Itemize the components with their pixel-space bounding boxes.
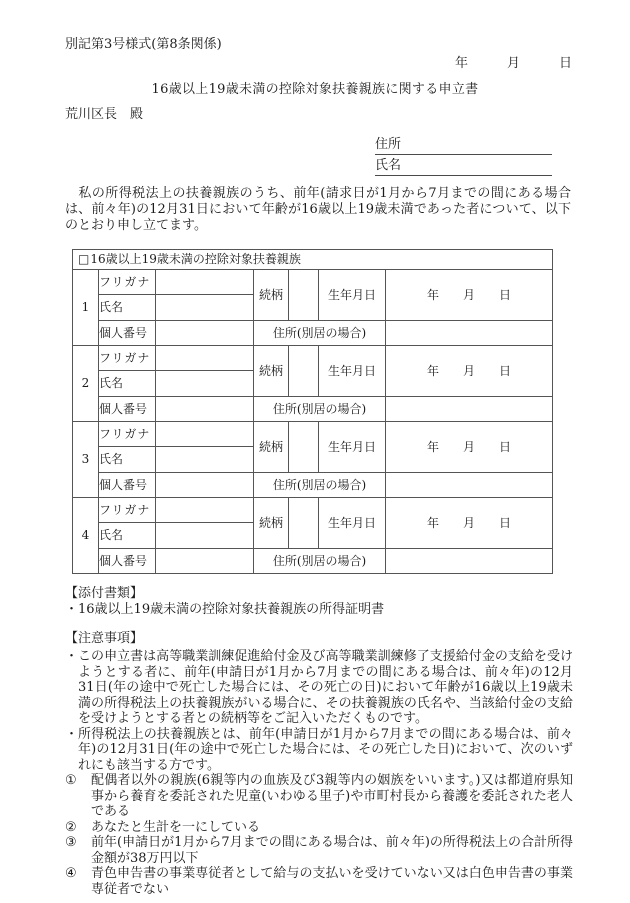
relationship-input-cell[interactable] <box>289 498 319 549</box>
name-input-cell[interactable] <box>156 295 254 321</box>
note-text: 所得税法上の扶養親族とは、前年(申請日が1月から7月までの間にある場合は、前々年)の12月31日(年の途中で死亡した場合には、その死亡した日)において、次のいずれにも該当する方です。 <box>78 726 573 773</box>
row-number: 2 <box>73 346 99 422</box>
separate-address-input-cell[interactable] <box>386 473 553 498</box>
name-input-cell[interactable] <box>156 523 254 549</box>
mynumber-label: 個人番号 <box>99 473 156 498</box>
relationship-label: 続柄 <box>254 346 289 397</box>
relationship-input-cell[interactable] <box>289 346 319 397</box>
circled-number-marker: ① <box>65 773 77 788</box>
address-input[interactable] <box>401 134 552 154</box>
table-row <box>73 321 553 346</box>
name-label-cell: 氏名 <box>99 371 156 397</box>
circled-number-marker: ③ <box>65 835 77 850</box>
separate-address-input-cell[interactable] <box>386 397 553 422</box>
mynumber-input-cell[interactable] <box>156 321 254 346</box>
table-header-row <box>73 250 553 270</box>
separate-address-label: 住所(別居の場合) <box>254 321 386 346</box>
contact-fields <box>375 134 552 176</box>
row-number: 4 <box>73 498 99 574</box>
bullet-marker: ・ <box>65 726 79 742</box>
furigana-label: フリガナ <box>99 346 156 371</box>
table-row <box>73 473 553 498</box>
circled-number-marker: ② <box>65 819 77 835</box>
table-row <box>73 549 553 574</box>
name-input-cell[interactable] <box>156 371 254 397</box>
separate-address-input-cell[interactable] <box>386 549 553 574</box>
note-item <box>65 773 573 820</box>
separate-address-label: 住所(別居の場合) <box>254 473 386 498</box>
note-text: 配偶者以外の親族(6親等内の血族及び3親等内の姻族をいいます。)又は都道府県知事から養育を委託された児童(いわゆる里子)や市町村長から養護を委託された老人である <box>91 773 573 819</box>
note-text: あなたと生計を一にしている <box>91 819 261 835</box>
circled-number-marker: ④ <box>65 866 77 881</box>
name-label-cell: 氏名 <box>99 295 156 321</box>
note-item <box>65 820 573 836</box>
name-input[interactable] <box>401 155 552 175</box>
relationship-label: 続柄 <box>254 498 289 549</box>
furigana-input-cell[interactable] <box>156 346 254 371</box>
mynumber-input-cell[interactable] <box>156 549 254 574</box>
row-number: 3 <box>73 422 99 498</box>
form-number: 別記第3号様式(第8条関係) <box>65 37 222 52</box>
table-header-label: 16歳以上19歳未満の控除対象扶養親族 <box>90 252 301 266</box>
attachments-heading: 【添付書類】 <box>65 586 144 601</box>
separate-address-label: 住所(別居の場合) <box>254 549 386 574</box>
note-item <box>65 727 573 774</box>
note-item <box>65 866 573 897</box>
table-row <box>73 498 553 523</box>
furigana-label: フリガナ <box>99 498 156 523</box>
attachment-item: ・16歳以上19歳未満の控除対象扶養親族の所得証明書 <box>65 602 385 617</box>
relationship-label: 続柄 <box>254 270 289 321</box>
notes-section <box>65 631 573 897</box>
name-field <box>375 155 552 176</box>
address-label: 住所 <box>375 136 402 152</box>
address-field <box>375 134 552 155</box>
table-row <box>73 422 553 447</box>
table-row <box>73 346 553 371</box>
name-label-cell: 氏名 <box>99 523 156 549</box>
table-header-cell <box>73 250 553 270</box>
mynumber-input-cell[interactable] <box>156 473 254 498</box>
furigana-input-cell[interactable] <box>156 422 254 447</box>
name-label-cell: 氏名 <box>99 447 156 473</box>
mynumber-label: 個人番号 <box>99 549 156 574</box>
note-item <box>65 649 573 727</box>
birthdate-input-cell[interactable]: 年 月 日 <box>386 346 553 397</box>
table-row <box>73 270 553 295</box>
intro-paragraph: 私の所得税法上の扶養親族のうち、前年(請求日が1月から7月までの間にある場合は、前々年)の12月31日において年齢が16歳以上19歳未満であった者について、以下のとおり申し立てます。 <box>65 186 571 233</box>
name-label: 氏名 <box>375 157 402 173</box>
furigana-input-cell[interactable] <box>156 498 254 523</box>
furigana-label: フリガナ <box>99 422 156 447</box>
note-text: 青色申告書の事業専従者として給与の支払いを受けていない又は白色申告書の事業専従者でない <box>91 866 573 897</box>
attachments-section <box>65 586 573 618</box>
relationship-input-cell[interactable] <box>289 422 319 473</box>
birthdate-input-cell[interactable]: 年 月 日 <box>386 270 553 321</box>
mynumber-input-cell[interactable] <box>156 397 254 422</box>
page-title: 16歳以上19歳未満の控除対象扶養親族に関する申立書 <box>151 82 479 97</box>
dependents-table <box>72 249 553 574</box>
table-row <box>73 397 553 422</box>
birthdate-label: 生年月日 <box>319 422 386 473</box>
checkbox-icon[interactable]: □ <box>78 252 90 266</box>
notes-heading: 【注意事項】 <box>65 631 144 646</box>
birthdate-label: 生年月日 <box>319 346 386 397</box>
birthdate-label: 生年月日 <box>319 270 386 321</box>
name-input-cell[interactable] <box>156 447 254 473</box>
bullet-marker: ・ <box>65 649 79 664</box>
separate-address-label: 住所(別居の場合) <box>254 397 386 422</box>
date-line: 年 月 日 <box>454 56 572 71</box>
birthdate-label: 生年月日 <box>319 498 386 549</box>
row-number: 1 <box>73 270 99 346</box>
relationship-label: 続柄 <box>254 422 289 473</box>
furigana-label: フリガナ <box>99 270 156 295</box>
note-item <box>65 835 573 866</box>
birthdate-input-cell[interactable]: 年 月 日 <box>386 498 553 549</box>
mynumber-label: 個人番号 <box>99 397 156 422</box>
note-text: 前年(申請日が1月から7月までの間にある場合は、前々年)の所得税法上の合計所得金額が38万円以下 <box>91 835 573 866</box>
furigana-input-cell[interactable] <box>156 270 254 295</box>
birthdate-input-cell[interactable]: 年 月 日 <box>386 422 553 473</box>
relationship-input-cell[interactable] <box>289 270 319 321</box>
separate-address-input-cell[interactable] <box>386 321 553 346</box>
addressee: 荒川区長 殿 <box>65 107 144 122</box>
mynumber-label: 個人番号 <box>99 321 156 346</box>
note-text: この申立書は高等職業訓練促進給付金及び高等職業訓練修了支援給付金の支給を受けようとする者に、前年(申請日が1月から7月までの間にある場合は、前々年)の12月31日(年の途中で死亡した場合には、その死亡の日)において年齢が16歳以上19歳未満の所得税法上の扶養親族がいる場合に、その扶養親族の氏名や、当該給付金の支給を受けようとする者との続柄等をご記入いただくものです。 <box>78 649 573 726</box>
